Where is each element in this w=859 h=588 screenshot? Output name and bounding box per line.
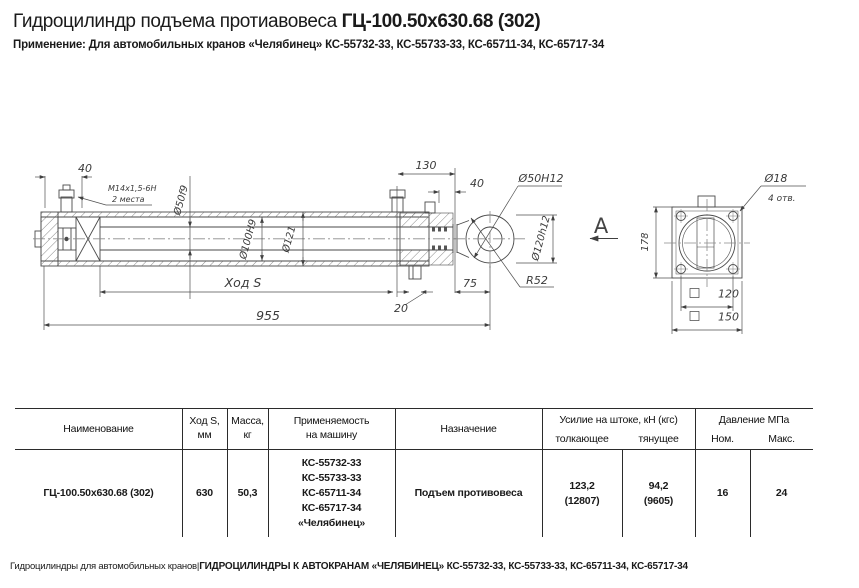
dim-rod-dia: Ø50f9 [172, 184, 191, 217]
row-purpose: Подъем противовеса [414, 487, 523, 499]
dim-thread: M14x1,5-6H [108, 184, 157, 193]
row-mass: 50,3 [237, 487, 258, 499]
applicability-line: КС-65711-34 [302, 487, 361, 499]
dim-40-right: 40 [470, 177, 484, 190]
col-header-force-push: толкающее [555, 433, 609, 445]
dim-40-left: 40 [78, 162, 92, 175]
col-header-pressure-max: Макс. [768, 433, 795, 445]
view-a-label: А [593, 214, 609, 238]
dim-eye-width: Ø120h12 [530, 214, 553, 263]
applicability-line: «Челябинец» [297, 517, 366, 529]
page-title [13, 10, 843, 34]
col-header-pressure: Давление МПа [718, 414, 790, 426]
technical-drawing [0, 130, 859, 405]
row-applicability [268, 450, 395, 537]
dim-hole-count: 4 отв. [768, 194, 796, 204]
dim-outer-dia: Ø121 [280, 224, 299, 254]
dim-bore-dia: Ø100H9 [237, 218, 260, 261]
col-header-force: Усилие на штоке, кН (кгс) [559, 414, 678, 426]
spec-table [15, 408, 813, 538]
row-force-pull: 94,2 (9605) [643, 479, 674, 507]
cylinder-section-view [35, 185, 514, 279]
page-footer [10, 561, 688, 572]
col-header-mass: Масса, кг [231, 415, 264, 441]
applicability-line: КС-65717-34 [301, 502, 362, 514]
col-header-force-pull: тянущее [638, 433, 679, 445]
dim-hole-dia: Ø18 [764, 172, 788, 185]
dim-75: 75 [463, 277, 477, 290]
col-header-applicability: Применяемость на машину [293, 415, 370, 441]
footer-category: Гидроцилиндры для автомобильных кранов| [10, 561, 200, 572]
row-pressure-max: 24 [775, 487, 788, 499]
footer-title: ГИДРОЦИЛИНДРЫ К АВТОКРАНАМ «ЧЕЛЯБИНЕЦ» КС-55732-33, КС-55733-33, КС-65711-34, КС-65717-34 [199, 561, 688, 572]
page-header [13, 10, 843, 51]
dim-thread-note: 2 места [112, 195, 145, 204]
dim-flange-size: 150 [718, 310, 739, 324]
dim-stroke: Ход S [224, 275, 262, 290]
applicability-line: КС-55732-33 [301, 457, 362, 469]
col-header-purpose: Назначение [440, 423, 497, 435]
dim-flange-height: 178 [640, 232, 651, 252]
row-stroke: 630 [196, 487, 213, 499]
col-header-name: Наименование [63, 423, 134, 435]
dim-130: 130 [415, 159, 437, 172]
dim-eye-hole-dia: Ø50H12 [518, 172, 564, 185]
row-pressure-nom: 16 [716, 487, 729, 499]
dim-eye-radius: R52 [526, 274, 548, 287]
title-regular: Гидроцилиндр подъема протиавовеса [13, 11, 342, 32]
application-line: Применение: Для автомобильных кранов «Челябинец» КС-55732-33, КС-55733-33, КС-65711-34, КС-65717-34 [13, 39, 605, 51]
row-force-push: 123,2 (12807) [564, 479, 600, 507]
title-model: ГЦ-100.50х630.68 (302) [341, 11, 541, 32]
dim-bolt-spacing: 120 [718, 287, 739, 301]
applicability-line: КС-55733-33 [301, 472, 362, 484]
row-name: ГЦ-100.50х630.68 (302) [43, 487, 154, 499]
dim-20: 20 [394, 302, 408, 315]
table-top-rule [15, 408, 813, 409]
dim-total-length: 955 [256, 308, 280, 323]
col-header-pressure-nom: Ном. [711, 433, 734, 445]
col-header-stroke: Ход S, мм [189, 415, 220, 441]
